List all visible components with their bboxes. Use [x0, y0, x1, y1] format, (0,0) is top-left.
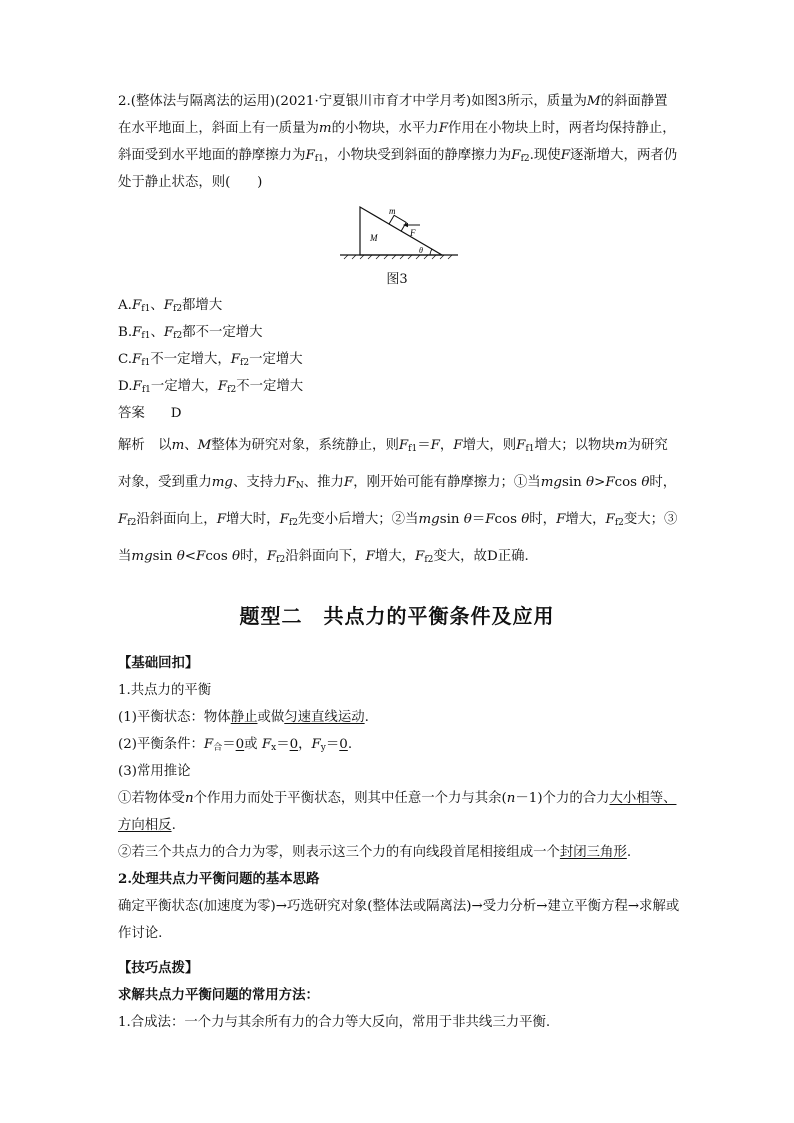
- basics-block: [118, 650, 680, 947]
- option-text: 、: [150, 298, 164, 313]
- tips-block: [118, 955, 680, 1036]
- sub-f2: f2: [520, 154, 530, 164]
- var-Ff1: F: [305, 148, 315, 163]
- stem-text: .现使: [529, 148, 561, 163]
- option-d: $D.F_{f1}$一定增大，$F_{f2}$不一定增大: [118, 379, 304, 395]
- stem-text: 的斜面静置在水平地面上，斜面上有一质量为: [118, 94, 668, 136]
- stem-text: 的小物块，水平力: [331, 121, 439, 136]
- option-text: 一定增大: [249, 352, 303, 367]
- stem-text: 逐渐增大，两者仍处于静止状态，则( ): [118, 148, 678, 190]
- option-text: 都增大: [182, 298, 223, 313]
- solution-block: 解析 以m、M整体为研究对象，系统静止，则$F_{f1}=F$，F增大，则$F_{f1}$增大；以物块m为研究对象，受到重力mg、支持力$F_N$、推力F，刚开始可能有静摩擦力；①当mgsin θ>Fcos θ时，$F_{f2}$沿斜面向上，F增大时，$F_{f2}$先变小后增大；②当mgsin θ＝Fcos θ时，F增大，$F_{f2}$变大；③当mgsin θ<Fcos θ时，$F_{f2}$沿斜面向下，F增大，$F_{f2}$变大，故D正确.: [118, 438, 678, 565]
- basics-item-4: ①若物体受n个作用力而处于平衡状态，则其中任意一个力与其余(n－1)个力的合力大小相等、方向相反.: [118, 791, 677, 833]
- stem-text: 作用在小物块上时，两者均保持静止，斜面受到水平地面的静摩擦力为: [118, 121, 676, 163]
- option-text: 都不一定增大: [182, 325, 263, 340]
- option-letter: C.: [118, 352, 133, 367]
- sub-f1: f1: [314, 154, 324, 164]
- var-F: F: [438, 121, 448, 136]
- angle-arc: [430, 249, 432, 255]
- option-text: 、: [150, 325, 164, 340]
- stem-text: ，小物块受到斜面的静摩擦力为: [323, 148, 512, 163]
- tips-intro: 求解共点力平衡问题的常用方法：: [118, 987, 319, 1003]
- problem-stem: [118, 88, 680, 196]
- basics-item-1: (1)平衡状态：物体静止或做匀速直线运动.: [118, 710, 369, 725]
- label-m: m: [389, 206, 396, 216]
- option-c: $C.F_{f1}$不一定增大，$F_{f2}$一定增大: [118, 352, 303, 368]
- option-text: 一定增大，: [150, 379, 218, 394]
- basics-subheading-1: 1.共点力的平衡: [118, 683, 212, 698]
- var-Ff2: F: [511, 148, 521, 163]
- ground-hatch: [344, 255, 452, 259]
- var-M: M: [586, 94, 601, 109]
- stem-text: 如图3所示，质量为: [471, 94, 587, 109]
- solution-label: 解析: [118, 438, 145, 453]
- basics-item-5: ②若三个共点力的合力为零，则表示这三个力的有向线段首尾相接组成一个封闭三角形.: [118, 845, 632, 860]
- option-letter: D.: [118, 379, 133, 394]
- option-text: 不一定增大，: [150, 352, 231, 367]
- basics-item-3: (3)常用推论: [118, 764, 191, 779]
- basics-subheading-2: 2.处理共点力平衡问题的基本思路: [118, 871, 320, 887]
- figure-caption: 图3: [386, 272, 408, 287]
- basics-heading: 【基础回扣】: [118, 655, 199, 671]
- tips-method-1: 1.合成法：一个力与其余所有力的合力等大反向，常用于非共线三力平衡.: [118, 1015, 551, 1030]
- answer-value: D: [170, 406, 182, 421]
- basics-item-2: (2)平衡条件：$F_合=0$或 $F_x=0$，$F_y=0$.: [118, 737, 353, 753]
- answer-label: 答案: [118, 406, 145, 421]
- option-letter: B.: [118, 325, 133, 340]
- option-a: $A.F_{f1}$、$F_{f2}$都增大: [118, 298, 223, 314]
- options-list: [118, 292, 680, 427]
- label-theta: θ: [419, 246, 423, 255]
- label-F: F: [410, 228, 416, 238]
- problem-tag: (整体法与隔离法的运用): [130, 94, 276, 109]
- answer-line: [118, 400, 680, 427]
- option-text: 不一定增大: [236, 379, 304, 394]
- tips-heading: 【技巧点拨】: [118, 960, 199, 976]
- basics-text-2: 确定平衡状态(加速度为零)→巧选研究对象(整体法或隔离法)→受力分析→建立平衡方程→求解或作讨论.: [118, 899, 680, 941]
- problem-number: 2.: [118, 94, 131, 109]
- incline-figure: [340, 203, 458, 263]
- option-b: $B.F_{f1}$、$F_{f2}$都不一定增大: [118, 325, 263, 341]
- option-letter: A.: [118, 298, 132, 313]
- var-m: m: [318, 121, 332, 136]
- label-M: M: [370, 233, 378, 243]
- small-block: [389, 215, 406, 231]
- problem-source: (2021·宁夏银川市育才中学月考): [275, 94, 472, 109]
- section-title: 题型二 共点力的平衡条件及应用: [239, 604, 555, 628]
- var-F: F: [560, 148, 570, 163]
